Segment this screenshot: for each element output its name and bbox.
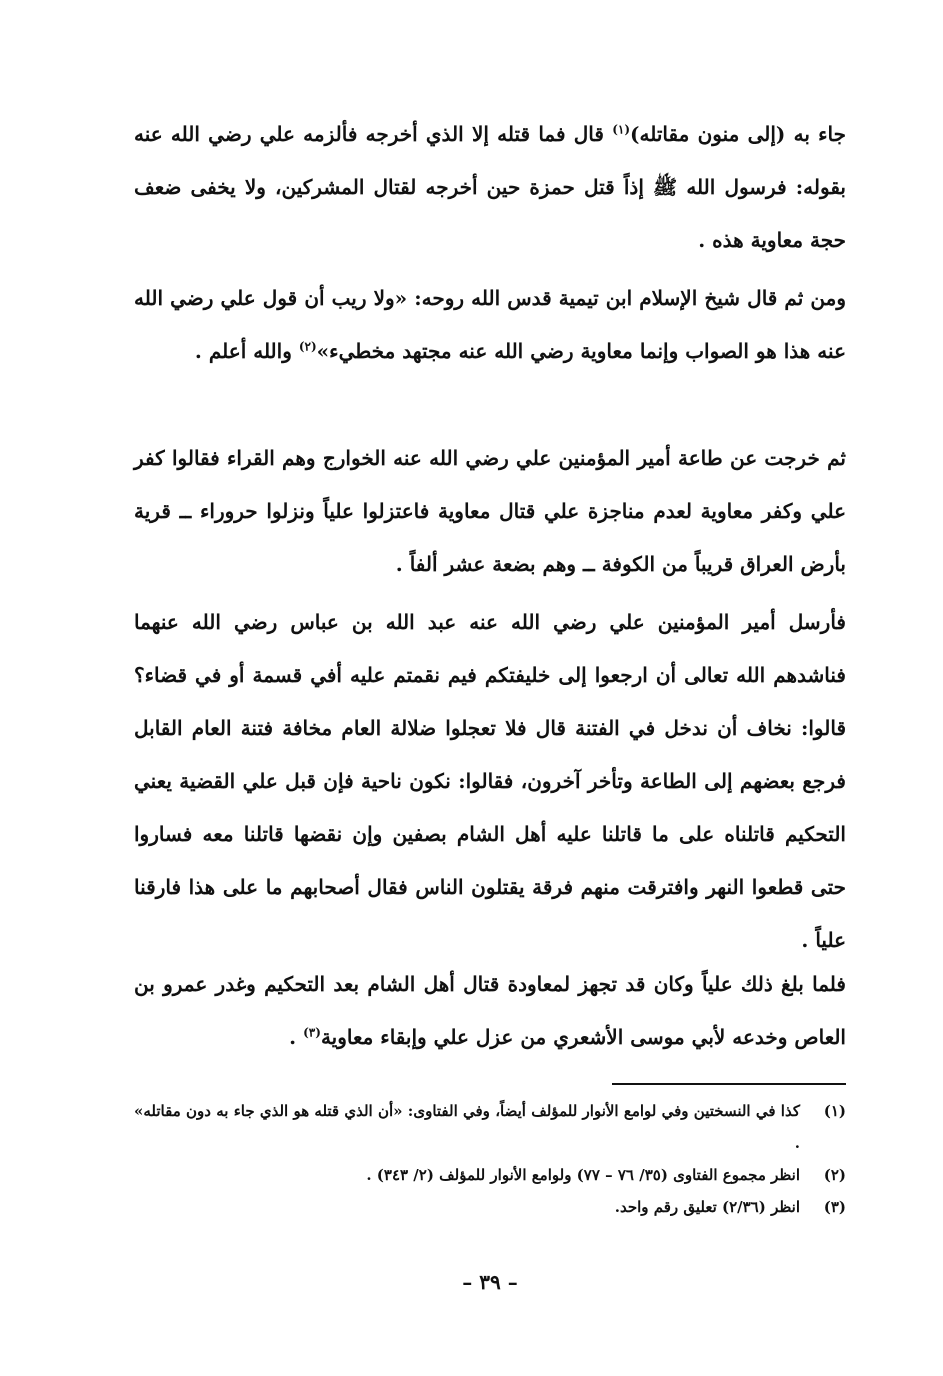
footnotes [134, 1095, 846, 1223]
footnote-1-text: كذا في النسختين وفي لوامع الأنوار للمؤلف أيضاً، وفي الفتاوى: «أن الذي قتله هو الذي جاء به دون مقاتله» . [134, 1102, 800, 1152]
footnote-2 [134, 1159, 846, 1191]
paragraph-1-text-before: جاء به (إلى منون مقاتله) [630, 122, 846, 146]
footnote-1-number: (١) [823, 1102, 846, 1120]
footnote-ref-3: (٣) [303, 1025, 321, 1040]
paragraph-5-text-before: فلما بلغ ذلك علياً وكان قد تجهز لمعاودة قتال أهل الشام بعد التحكيم وغدر عمرو بن العاص وخدعه لأبي موسى الأشعري من عزل علي وإبقاء معاوية [134, 972, 846, 1049]
footnote-3 [134, 1191, 846, 1223]
page-number: – ٣٩ – [462, 1270, 518, 1294]
paragraph-3-text: ثم خرجت عن طاعة أمير المؤمنين علي رضي الله عنه الخوارج وهم القراء فقالوا كفر علي وكفر معاوية لعدم مناجزة علي قتال معاوية فاعتزلوا علياً ونزلوا حروراء ــ قرية بأرض العراق قريباً من الكوفة ــ وهم بضعة عشر ألفاً . [134, 446, 846, 576]
paragraph-1 [134, 108, 846, 267]
paragraph-4 [134, 596, 846, 967]
paragraph-5 [134, 958, 846, 1064]
footnote-ref-2: (٢) [298, 339, 317, 354]
footnote-3-number: (٣) [823, 1198, 846, 1216]
footnote-2-number: (٢) [823, 1166, 846, 1184]
footnote-1 [134, 1095, 846, 1159]
paragraph-2 [134, 272, 846, 378]
paragraph-5-text-after: . [289, 1025, 304, 1049]
paragraph-4-text: فأرسل أمير المؤمنين علي رضي الله عنه عبد الله بن عباس رضي الله عنهما فناشدهم الله تعالى أن ارجعوا إلى خليفتكم فيم نقمتم عليه أفي قسمة أو في قضاء؟ قالوا: نخاف أن ندخل في الفتنة قال فلا تعجلوا ضلالة العام مخافة فتنة العام القابل فرجع بعضهم إلى الطاعة وتأخر آخرون، فقالوا: نكون ناحية فإن قبل علي القضية يعني التحكيم قاتلناه على ما قاتلنا عليه أهل الشام بصفين وإن نقضها قاتلنا معه فساروا حتى قطعوا النهر وافترقت منهم فرقة يقتلون الناس فقال أصحابهم ما على هذا فارقنا علياً . [134, 610, 847, 952]
footnote-ref-1: (١) [612, 122, 631, 137]
paragraph-3 [134, 432, 846, 591]
paragraph-1-text-after: قال فما قتله إلا الذي أخرجه فألزمه علي رضي الله عنه بقوله: فرسول الله ﷺ إذاً قتل حمزة حين أخرجه لقتال المشركين، ولا يخفى ضعف حجة معاوية هذه . [134, 122, 846, 252]
paragraph-2-text-after: والله أعلم . [194, 339, 299, 363]
footnote-2-text: انظر مجموع الفتاوى (٣٥/ ٧٦ – ٧٧) ولوامع الأنوار للمؤلف (٢/ ٣٤٣) . [366, 1166, 800, 1184]
footnote-3-text: انظر (٢/٣٦) تعليق رقم واحد. [614, 1198, 800, 1216]
footnote-divider [612, 1083, 846, 1085]
paragraph-2-text-before: ومن ثم قال شيخ الإسلام ابن تيمية قدس الله روحه: «ولا ريب أن قول علي رضي الله عنه هذا هو الصواب وإنما معاوية رضي الله عنه مجتهد مخطيء» [134, 286, 846, 363]
